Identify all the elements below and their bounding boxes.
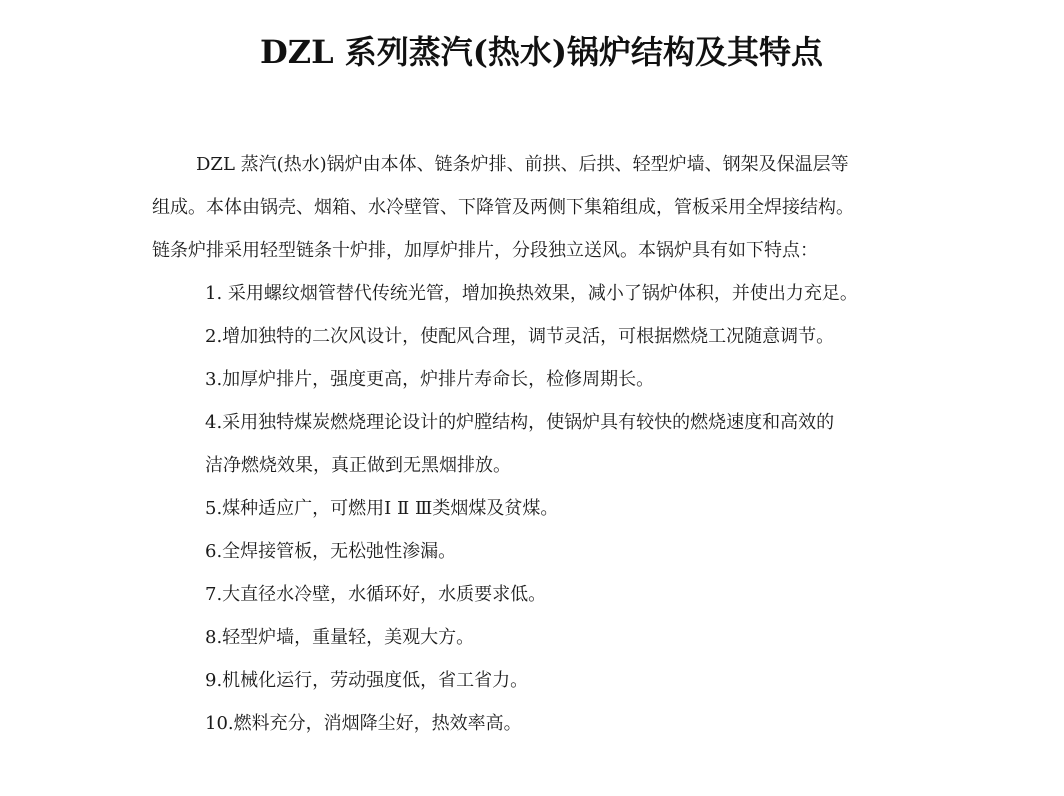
feature-item: 5.煤种适应广，可燃用Ⅰ Ⅱ Ⅲ类烟煤及贫煤。: [205, 498, 559, 519]
intro-line: DZL 蒸汽(热水)锅炉由本体、链条炉排、前拱、后拱、轻型炉墙、钢架及保温层等: [196, 154, 849, 175]
feature-item: 3.加厚炉排片，强度更高，炉排片寿命长，检修周期长。: [205, 369, 655, 390]
feature-item: 2.增加独特的二次风设计，使配风合理，调节灵活，可根据燃烧工况随意调节。: [205, 326, 835, 347]
feature-item: 10.燃料充分，消烟降尘好，热效率高。: [205, 713, 522, 734]
feature-item: 6.全焊接管板，无松弛性渗漏。: [205, 541, 457, 562]
feature-item: 1. 采用螺纹烟管替代传统光管，增加换热效果，减小了锅炉体积，并使出力充足。: [205, 283, 858, 304]
feature-item: 9.机械化运行，劳动强度低，省工省力。: [205, 670, 529, 691]
intro-paragraph: [152, 143, 982, 272]
intro-line: 组成。本体由锅壳、烟箱、水冷壁管、下降管及两侧下集箱组成，管板采用全焊接结构。: [152, 197, 854, 218]
page-title: DZL 系列蒸汽(热水)锅炉结构及其特点: [260, 33, 824, 71]
intro-line: 链条炉排采用轻型链条十炉排，加厚炉排片，分段独立送风。本锅炉具有如下特点：: [152, 240, 818, 261]
feature-list: [205, 272, 985, 745]
feature-item-continuation: 洁净燃烧效果，真正做到无黑烟排放。: [205, 455, 511, 476]
feature-item: 8.轻型炉墙，重量轻，美观大方。: [205, 627, 475, 648]
feature-item: 7.大直径水冷壁，水循环好，水质要求低。: [205, 584, 547, 605]
feature-item: 4.采用独特煤炭燃烧理论设计的炉膛结构，使锅炉具有较快的燃烧速度和高效的: [205, 412, 835, 433]
